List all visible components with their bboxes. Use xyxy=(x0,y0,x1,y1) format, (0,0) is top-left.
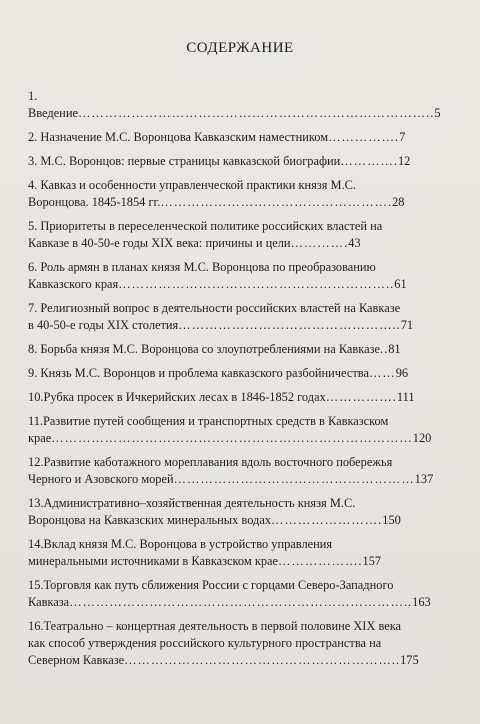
toc-number: 10. xyxy=(28,390,44,404)
toc-leader: ……………………………………………… xyxy=(173,472,415,486)
toc-text: М.С. Воронцов: первые страницы кавказской биографии xyxy=(40,154,341,168)
toc-text-line2: Кавказа xyxy=(28,595,70,609)
toc-number: 15. xyxy=(28,578,44,592)
toc-number: 3. xyxy=(28,154,38,168)
toc-text: Роль армян в планах князя М.С. Воронцова по преобразованию xyxy=(40,260,376,274)
table-of-contents xyxy=(28,88,452,676)
toc-leader: ……………. xyxy=(325,390,397,404)
toc-page: 163 xyxy=(412,595,431,609)
toc-text-line2: в 40-50-е годы XIX столетия xyxy=(28,318,179,332)
toc-text: Рубка просек в Ичкерийских лесах в 1846-1852 годах xyxy=(43,390,326,404)
toc-text-line2: Воронцова на Кавказских минеральных водах xyxy=(28,513,272,527)
toc-text: Развитие путей сообщения и транспортных средств в Кавказском xyxy=(43,414,389,428)
toc-entry xyxy=(28,88,452,122)
toc-entry xyxy=(28,454,452,488)
toc-leader: …………………………………………………….. xyxy=(118,277,395,291)
toc-entry xyxy=(28,153,452,170)
toc-text-line2: Кавказе в 40-50-е годы XIX века: причины и цели xyxy=(28,236,291,250)
toc-page: 12 xyxy=(397,154,411,168)
toc-leader: …………………………………………………….. xyxy=(124,653,401,667)
toc-page: 137 xyxy=(414,472,434,486)
toc-entry xyxy=(28,577,452,611)
toc-text: Назначение М.С. Воронцова Кавказским наместником xyxy=(40,130,329,144)
toc-number: 2. xyxy=(28,130,38,144)
toc-page: 120 xyxy=(412,431,432,445)
toc-page: 5 xyxy=(434,106,441,120)
toc-entry xyxy=(28,495,452,529)
toc-page: 150 xyxy=(382,513,401,527)
toc-entry xyxy=(28,300,452,334)
toc-text-line2: как способ утверждения российского культурного пространства на xyxy=(28,636,382,650)
toc-number: 5. xyxy=(28,219,38,233)
toc-text: Вклад князя М.С. Воронцова в устройство управления xyxy=(43,537,333,551)
toc-page: 175 xyxy=(400,653,419,667)
toc-text: Административно–хозяйственная деятельность князя М.С. xyxy=(43,496,356,510)
toc-number: 11. xyxy=(28,414,44,428)
toc-text-line2: Кавказского края xyxy=(28,277,119,291)
toc-text-line2: Воронцова. 1845-1854 гг. xyxy=(28,195,161,209)
toc-page: 157 xyxy=(362,554,382,568)
toc-leader: …………. xyxy=(340,154,398,168)
toc-page: 61 xyxy=(394,277,407,291)
toc-entry xyxy=(28,413,452,447)
toc-entry xyxy=(28,218,452,252)
toc-page: 111 xyxy=(396,390,415,404)
toc-number: 13. xyxy=(28,496,44,510)
toc-text: Кавказ и особенности управленческой практики князя М.С. xyxy=(40,178,357,192)
toc-entry xyxy=(28,536,452,570)
toc-page: 96 xyxy=(395,366,409,380)
toc-text: Торговля как путь сближения России с горцами Северо-Западного xyxy=(43,578,394,592)
toc-text: Введение xyxy=(28,106,78,120)
toc-leader: ………………………………………………………………….. xyxy=(69,595,413,609)
toc-text-line2: Черного и Азовского морей xyxy=(28,472,174,486)
toc-entry xyxy=(28,177,452,211)
toc-number: 6. xyxy=(28,260,38,274)
toc-leader: …………. xyxy=(290,236,349,250)
toc-leader: .. xyxy=(380,342,389,356)
toc-page: 71 xyxy=(400,318,414,332)
toc-text-line2: минеральными источниками в Кавказском крае xyxy=(28,554,279,568)
toc-leader: …… xyxy=(368,366,396,380)
toc-entry xyxy=(28,129,452,146)
toc-text: Развитие каботажного мореплавания вдоль восточного побережья xyxy=(43,455,393,469)
toc-leader: ……………………………………………………………………… xyxy=(51,431,413,445)
toc-leader: ………………. xyxy=(278,554,363,568)
toc-page: 43 xyxy=(348,236,361,250)
toc-number: 12. xyxy=(28,455,44,469)
toc-number: 16. xyxy=(28,619,44,633)
toc-text-line3: Северном Кавказе xyxy=(28,653,125,667)
toc-entry xyxy=(28,389,452,406)
toc-leader: …………………………………………………………………….. xyxy=(77,106,435,120)
toc-number: 14. xyxy=(28,537,44,551)
toc-text: Религиозный вопрос в деятельности российских властей на Кавказе xyxy=(40,301,401,315)
toc-entry xyxy=(28,259,452,293)
toc-entry xyxy=(28,341,452,358)
page-title: СОДЕРЖАНИЕ xyxy=(186,40,294,56)
toc-leader: ……………………. xyxy=(271,513,383,527)
toc-page: 7 xyxy=(399,130,406,144)
toc-leader: ……………. xyxy=(328,130,400,144)
toc-leader: ………………………………………….. xyxy=(178,318,401,332)
toc-entry xyxy=(28,618,452,669)
toc-number: 1. xyxy=(28,89,38,103)
toc-number: 4. xyxy=(28,178,38,192)
toc-page: 28 xyxy=(392,195,405,209)
toc-number: 9. xyxy=(28,366,38,380)
toc-text-line2: крае xyxy=(28,431,52,445)
toc-text: Театрально – концертная деятельность в первой половине XIX века xyxy=(43,619,402,633)
toc-text: Приоритеты в переселенческой политике российских властей на xyxy=(40,219,383,233)
toc-number: 8. xyxy=(28,342,38,356)
toc-text: Борьба князя М.С. Воронцова со злоупотреблениями на Кавказе xyxy=(40,342,380,356)
toc-leader: ……………………………………………. xyxy=(160,195,393,209)
toc-text: Князь М.С. Воронцов и проблема кавказского разбойничества xyxy=(40,366,369,380)
toc-entry xyxy=(28,365,452,382)
toc-number: 7. xyxy=(28,301,38,315)
toc-page: 81 xyxy=(388,342,401,356)
